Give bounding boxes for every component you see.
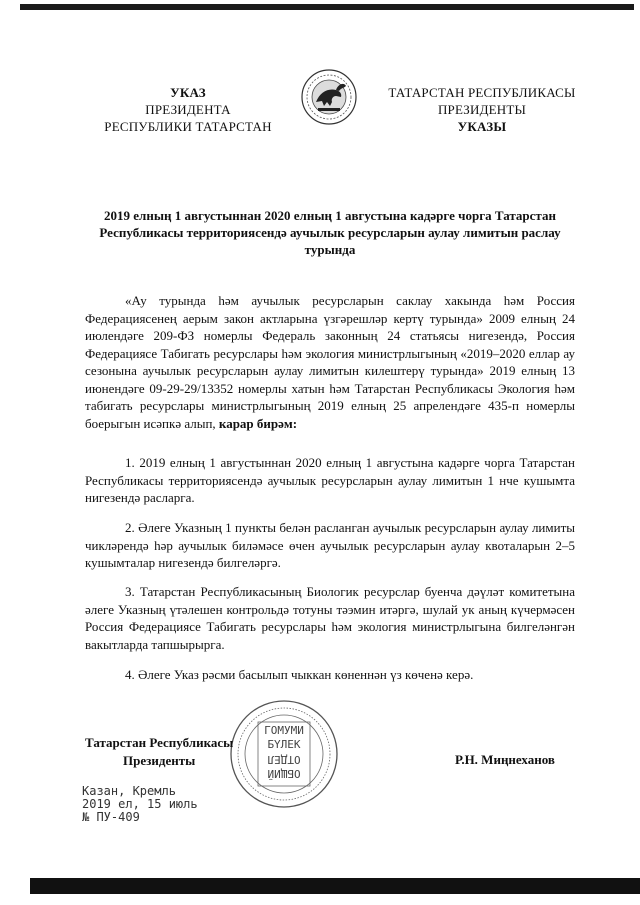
stamp-line1: ГОМУМИ [264,724,304,737]
decree-phrase: карар бирәм: [218,415,298,431]
stamp-line3: ОТДЕЛ [267,753,301,766]
signature-position-line2: Президенты [123,753,196,768]
signature-position [85,734,233,770]
decree-item-4: 4. Әлеге Указ рәсми басылып чыккан көненнән үз көченә керә. [125,667,474,682]
preamble-paragraph [85,292,575,432]
decree-item-1: 1. 2019 елның 1 августыннан 2020 елның 1 августына кадәрге чорга Татарстан Республикасы территориясендә аучылык ресурсларын аулау лимитын 1 нче кушымта нигезендә расларга. [85,455,575,505]
stamp-line4: ОБЩИЙ [267,767,301,780]
document-title: 2019 елның 1 августыннан 2020 елның 1 августына кадәрге чорга Татарстан Республикасы территориясендә аучылык ресурсларын аулау лимитын раслау турында [99,208,561,257]
place-line: Казан, Кремль [82,784,176,798]
official-seal-stamp [228,698,340,810]
scan-bottom-border [30,878,640,894]
header-left-line3: РЕСПУБЛИКИ ТАТАРСТАН [104,119,272,134]
coat-of-arms-icon [300,66,358,128]
signatory-name: Р.Н. Миңнеханов [455,752,555,767]
header-right-block [362,84,602,135]
scan-top-border [20,4,634,10]
decree-item-3: 3. Татарстан Республикасының Биологик ресурслар буенча дәүләт комитетына әлеге Указның үтәлешен контрольдә тотуны тәэмин итәргә, шулай ук аның күчермәсен Россия Федерациясе Табигать ресурслары һәм экология министрлыгына билгеләнгән вакытларда тапшырырга. [85,584,575,652]
decree-number: № ПУ-409 [82,810,140,824]
place-date-stamp [82,785,198,824]
date-line: 2019 ел, 15 июль [82,797,198,811]
header-right-line2: ПРЕЗИДЕНТЫ [437,102,527,117]
header-left-title: УКАЗ [170,85,206,100]
stamp-line2: БҮЛЕК [267,738,301,751]
header-right-line1: ТАТАРСТАН РЕСПУБЛИКАСЫ [388,85,576,100]
decree-item-2: 2. Әлеге Указның 1 пункты белән расланган аучылык ресурсларын аулау лимиты чикләрендә һәр аучылык биләмәсе өчен аучылык ресурсларын аулау квоталарын 2–5 кушымталар нигезендә билгеләргә. [85,520,575,570]
header-left-line2: ПРЕЗИДЕНТА [145,102,231,117]
header-left-block [88,84,288,135]
header-right-title: УКАЗЫ [457,119,507,134]
preamble-text: «Ау турында һәм аучылык ресурсларын саклау хакында һәм Россия Федерациясенең аерым закон актларына үзгәрешләр кертү турында» 2009 елның 24 июлендәге 209-ФЗ номерлы Федераль законның 24 статьясы нигезендә, Россия Федерациясе Табигать ресурслары һәм экология министрлыгының «2019–2020 еллар ау сезонына аучылык ресурсларын аулау лимитын килештерү турында» 2019 елның 13 июнендәге 09-29-29/13352 номерлы хатын һәм Татарстан Республикасы Экология һәм табигать ресурслары министрлыгының 2019 елның 25 апрелендәге 435-п номерлы боерыгын исәпкә алып, [85,293,575,431]
scan-top-edge [0,0,640,14]
signature-position-line1: Татарстан Республикасы [85,735,234,750]
